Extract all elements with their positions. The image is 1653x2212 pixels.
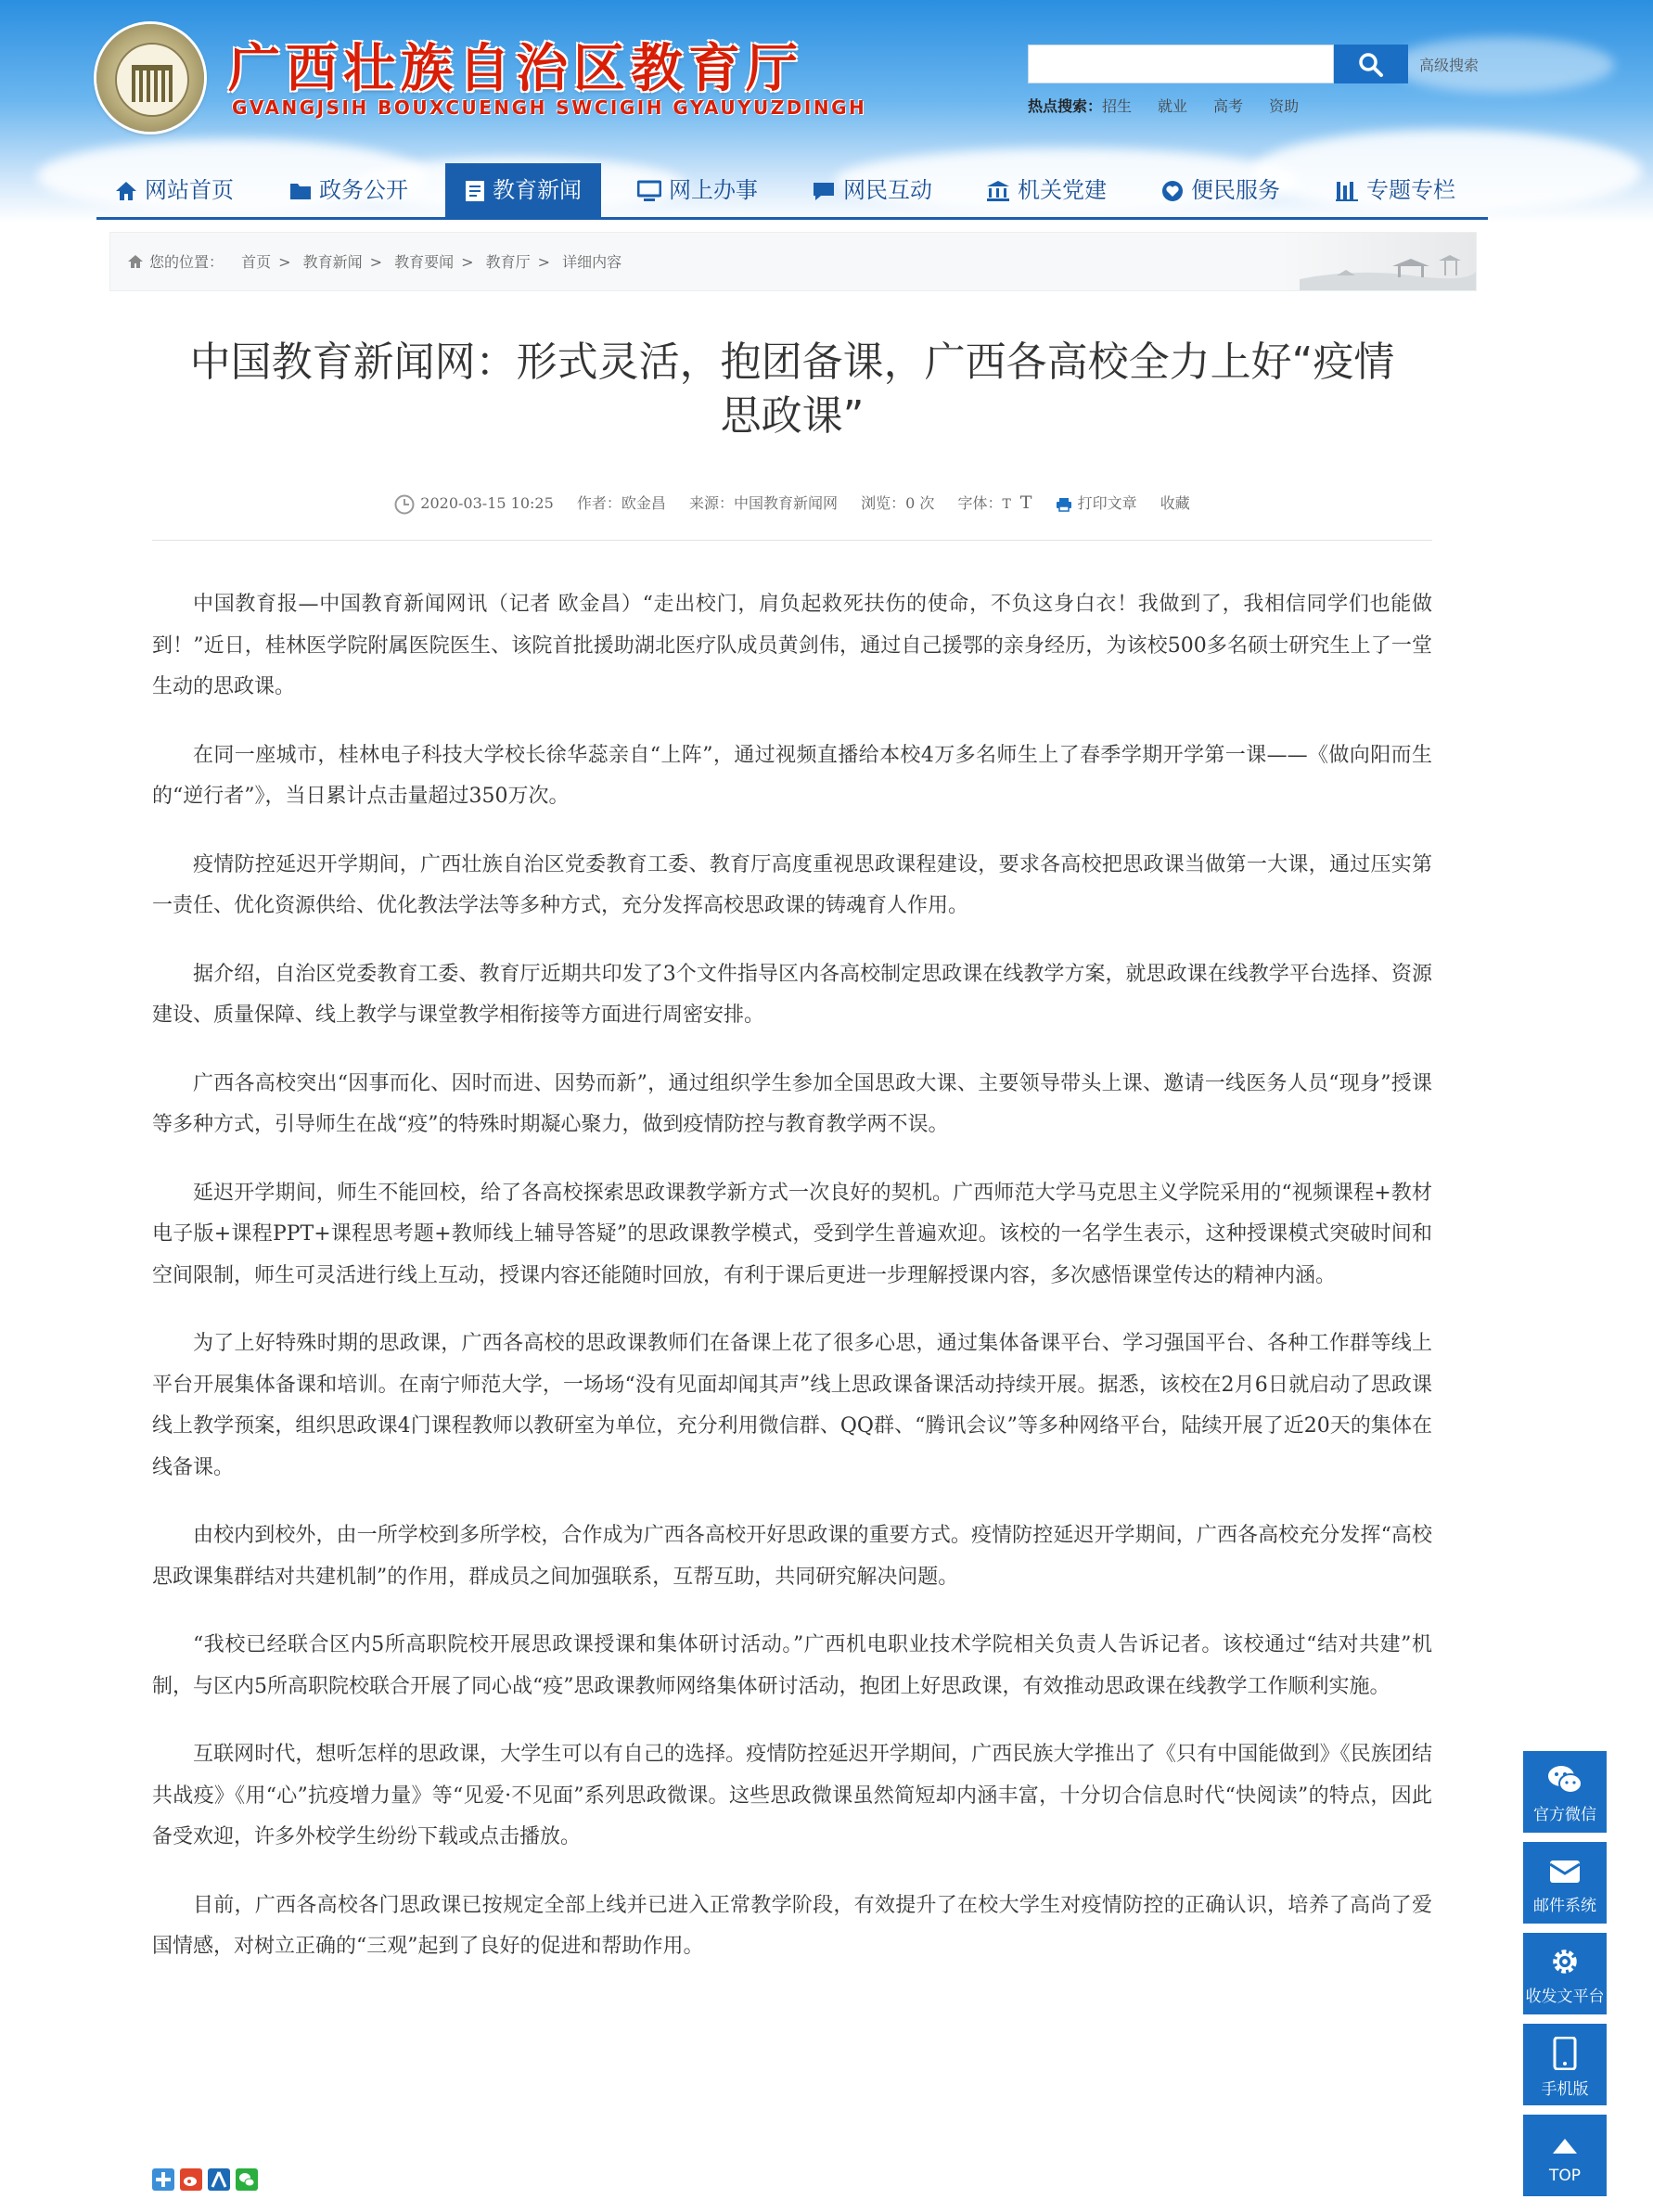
float-document-platform-button[interactable]	[1523, 1933, 1607, 2014]
favorite-button[interactable]: 收藏	[1160, 494, 1190, 512]
nav-item-party-building[interactable]	[968, 163, 1124, 217]
article-paragraph: 互联网时代，想听怎样的思政课，大学生可以有自己的选择。疫情防控延迟开学期间，广西民族大学推出了《只有中国能做到》《民族团结共战疫》《用“心”抗疫增力量》等“见爱·不见面”系列思政微课。这些思政微课虽然简短却内涵丰富，十分切合信息时代“快阅读”的特点，因此备受欢迎，许多外校学生纷纷下载或点击播放。	[152, 1743, 1432, 1848]
font-small-button[interactable]: T	[1002, 497, 1011, 512]
printer-icon	[1056, 497, 1072, 512]
home-icon	[127, 254, 144, 269]
article-date-text: 2020-03-15 10:25	[420, 494, 554, 512]
breadcrumb-separator: >	[369, 253, 383, 271]
nav-item-label: 网上办事	[669, 177, 758, 203]
article-source: 来源：中国教育新闻网	[688, 494, 838, 512]
site-title[interactable]: 广西壮族自治区教育厅	[228, 39, 803, 99]
print-button[interactable]	[1056, 494, 1137, 512]
nav-item-gov-affairs[interactable]	[271, 163, 427, 217]
float-mail-label: 邮件系统	[1533, 1897, 1596, 1915]
columns-icon	[1335, 180, 1359, 202]
site-subtitle: GVANGJSIH BOUXCUENGH SWCIGIH GYAUYUZDINGH	[232, 96, 867, 119]
breadcrumb-label: 您的位置：	[149, 253, 224, 271]
heart-icon	[1161, 180, 1184, 202]
article-title-line: 中国教育新闻网：形式灵活，抱团备课，广西各高校全力上好“疫情	[189, 339, 1395, 386]
float-mobile-label: 手机版	[1541, 2080, 1589, 2099]
breadcrumb	[109, 232, 1477, 291]
article-paragraph: 据介绍，自治区党委教育工委、教育厅近期共印发了3个文件指导区内各高校制定思政课在线教学方案，就思政课在线教学平台选择、资源建设、质量保障、线上教学与课堂教学相衔接等方面进行周密安排。	[152, 962, 1432, 1027]
article-paragraph: 延迟开学期间，师生不能回校，给了各高校探索思政课教学新方式一次良好的契机。广西师范大学马克思主义学院采用的“视频课程+教材电子版+课程PPT+课程思考题+教师线上辅导答疑”的思政课教学模式，受到学生普遍欢迎。该校的一名学生表示，这种授课模式突破时间和空间限制，师生可灵活进行线上互动，授课内容还能随时回放，有利于课后更进一步理解授课内容，多次感悟课堂传达的精神内涵。	[152, 1181, 1432, 1287]
search-button[interactable]	[1334, 45, 1408, 83]
search-icon	[1358, 52, 1384, 78]
float-wechat-label: 官方微信	[1533, 1806, 1596, 1824]
monitor-icon	[637, 180, 661, 202]
breadcrumb-separator: >	[461, 253, 474, 271]
article-date	[394, 494, 553, 512]
mail-icon	[1548, 1855, 1582, 1886]
pavilion-decoration	[1281, 233, 1476, 290]
article-paragraph: 由校内到校外，由一所学校到多所学校，合作成为广西各高校开好思政课的重要方式。疫情防控延迟开学期间，广西各高校充分发挥“高校思政课集群结对共建机制”的作用，群成员之间加强联系，互帮互助，共同研究解决问题。	[152, 1524, 1432, 1589]
article-paragraph: 广西各高校突出“因事而化、因时而进、因势而新”，通过组织学生参加全国思政大课、主要领导带头上课、邀请一线医务人员“现身”授课等多种方式，引导师生在战“疫”的特殊时期凝心聚力，做到疫情防控与教育教学两不误。	[152, 1071, 1432, 1136]
renren-icon[interactable]	[208, 2168, 230, 2191]
font-size-control	[957, 494, 1032, 512]
wechat-icon	[1546, 1764, 1583, 1796]
nav-item-label: 政务公开	[319, 177, 408, 203]
breadcrumb-separator: >	[537, 253, 551, 271]
advanced-search-link[interactable]: 高级搜索	[1419, 57, 1480, 74]
article-body	[152, 584, 1432, 1995]
meta-divider	[152, 540, 1432, 541]
nav-item-label: 便民服务	[1191, 177, 1280, 203]
phone-icon	[1553, 2037, 1577, 2070]
hot-search	[1028, 95, 1299, 116]
breadcrumb-trail	[127, 233, 625, 292]
hot-search-item[interactable]: 资助	[1269, 97, 1300, 115]
article-paragraph: 中国教育报—中国教育新闻网讯（记者 欧金昌）“走出校门，肩负起救死扶伤的使命，不负这身白衣！我做到了，我相信同学们也能做到！”近日，桂林医学院附属医院医生、该院首批援助湖北医疗队成员黄剑伟，通过自己援鄂的亲身经历，为该校500多名硕士研究生上了一堂生动的思政课。	[152, 593, 1432, 698]
float-mail-button[interactable]	[1523, 1842, 1607, 1924]
nav-item-label: 专题专栏	[1366, 177, 1455, 203]
article-views: 浏览：0 次	[861, 494, 935, 512]
building-icon	[986, 180, 1010, 202]
article-meta	[152, 492, 1432, 515]
back-to-top-label: TOP	[1548, 2167, 1582, 2185]
article-author: 作者：欧金昌	[576, 494, 666, 512]
nav-item-label: 网民互动	[843, 177, 932, 203]
article-paragraph: 为了上好特殊时期的思政课，广西各高校的思政课教师们在备课上花了很多心思，通过集体备课平台、学习强国平台、各种工作群等线上平台开展集体备课和培训。在南宁师范大学，一场场“没有见面却闻其声”线上思政课备课活动持续开展。据悉，该校在2月6日就启动了思政课线上教学预案，组织思政课4门课程教师以教研室为单位，充分利用微信群、QQ群、“腾讯会议”等多种网络平台，陆续开展了近20天的集体在线备课。	[152, 1332, 1432, 1479]
hot-search-label: 热点搜索：	[1028, 97, 1103, 115]
article-paragraph: 疫情防控延迟开学期间，广西壮族自治区党委教育工委、教育厅高度重视思政课程建设，要求各高校把思政课当做第一大课，通过压实第一责任、优化资源供给、优化教法学法等多种方式，充分发挥高校思政课的铸魂育人作用。	[152, 852, 1432, 917]
article-paragraph: 在同一座城市，桂林电子科技大学校长徐华蕊亲自“上阵”，通过视频直播给本校4万多名师生上了春季学期开学第一课——《做向阳而生的“逆行者”》，当日累计点击量超过350万次。	[152, 743, 1432, 808]
float-mobile-button[interactable]	[1523, 2024, 1607, 2105]
weibo-icon[interactable]	[180, 2168, 202, 2191]
nav-item-interaction[interactable]	[794, 163, 950, 217]
nav-item-education-news[interactable]	[445, 163, 601, 217]
clock-icon	[394, 494, 415, 515]
nav-item-online-services[interactable]	[620, 163, 775, 217]
share-plus-icon[interactable]	[152, 2168, 174, 2191]
hot-search-item[interactable]: 就业	[1158, 97, 1188, 115]
document-icon	[465, 180, 485, 202]
breadcrumb-separator: >	[278, 253, 291, 271]
breadcrumb-item-education-news[interactable]: 教育新闻	[302, 253, 363, 271]
home-icon	[115, 180, 137, 202]
site-emblem-logo[interactable]	[96, 24, 204, 132]
float-document-platform-label: 收发文平台	[1525, 1988, 1605, 2006]
nav-item-convenience[interactable]	[1143, 163, 1299, 217]
article-title-line: 思政课”	[720, 392, 865, 440]
arrow-up-icon	[1549, 2133, 1581, 2161]
main-nav	[96, 163, 1488, 220]
article-paragraph: 目前，广西各高校各门思政课已按规定全部上线并已进入正常教学阶段，有效提升了在校大学生对疫情防控的正确认识，培养了高尚了爱国情感，对树立正确的“三观”起到了良好的促进和帮助作用。	[152, 1893, 1432, 1958]
folder-icon	[289, 180, 312, 202]
search-input[interactable]	[1028, 45, 1334, 83]
font-large-button[interactable]: T	[1019, 492, 1032, 513]
nav-item-home[interactable]	[96, 163, 252, 217]
breadcrumb-item-home[interactable]: 首页	[241, 253, 272, 271]
hot-search-item[interactable]: 招生	[1102, 97, 1133, 115]
gear-icon	[1548, 1946, 1582, 1977]
share-bar	[152, 2168, 263, 2193]
nav-item-special-topics[interactable]	[1317, 163, 1473, 217]
breadcrumb-item-department[interactable]: 教育厅	[485, 253, 531, 271]
hot-search-item[interactable]: 高考	[1213, 97, 1244, 115]
font-size-label: 字体：	[957, 494, 1003, 512]
article-title	[152, 336, 1432, 443]
article-paragraph: “我校已经联合区内5所高职院校开展思政课授课和集体研讨活动。”广西机电职业技术学院相关负责人告诉记者。该校通过“结对共建”机制，与区内5所高职院校联合开展了同心战“疫”思政课教师网络集体研讨活动，抱团上好思政课，有效推动思政课在线教学工作顺利实施。	[152, 1633, 1432, 1698]
wechat-icon[interactable]	[236, 2168, 258, 2191]
back-to-top-button[interactable]	[1523, 2115, 1607, 2196]
nav-item-label: 教育新闻	[493, 177, 582, 203]
print-label: 打印文章	[1077, 494, 1137, 512]
chat-icon	[812, 180, 836, 202]
nav-item-label: 机关党建	[1018, 177, 1107, 203]
nav-item-label: 网站首页	[145, 177, 234, 203]
float-wechat-button[interactable]	[1523, 1751, 1607, 1833]
breadcrumb-item-current: 详细内容	[562, 253, 622, 271]
breadcrumb-item-key-news[interactable]: 教育要闻	[394, 253, 455, 271]
